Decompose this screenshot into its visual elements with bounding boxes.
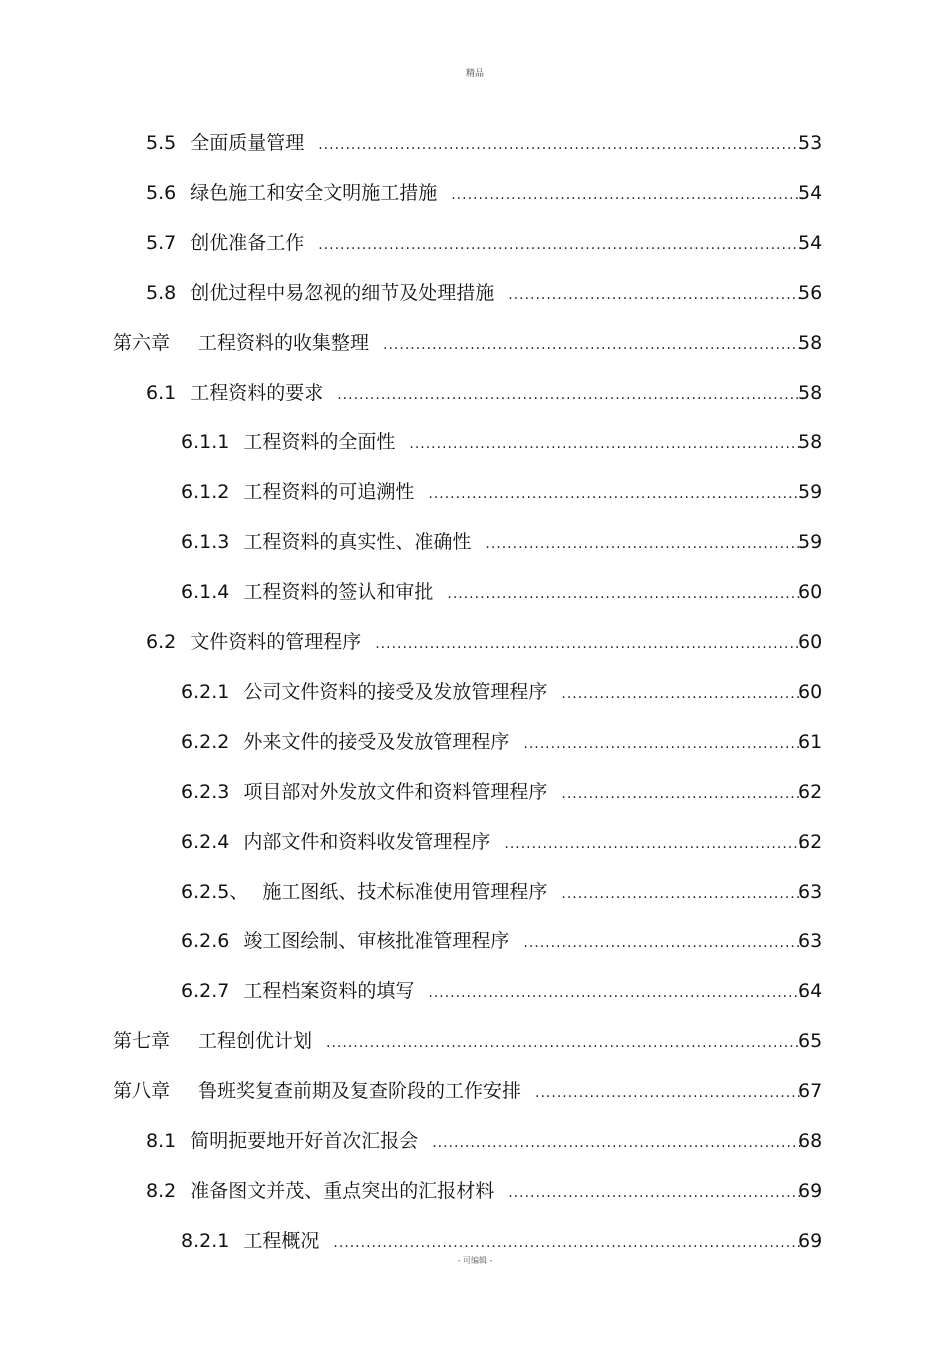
toc-dot-leader (318, 132, 804, 158)
toc-entry-page-number: 68 (798, 1130, 823, 1152)
toc-entry-title: 工程资料的收集整理 (198, 332, 370, 354)
toc-entry-title: 文件资料的管理程序 (190, 631, 362, 653)
toc-entry-title: 工程资料的要求 (190, 382, 324, 404)
toc-entry[interactable] (181, 729, 824, 755)
toc-entry-title: 准备图文并茂、重点突出的汇报材料 (190, 1180, 495, 1202)
toc-entry-title: 外来文件的接受及发放管理程序 (243, 731, 510, 753)
toc-entry-title: 施工图纸、技术标准使用管理程序 (262, 881, 548, 903)
toc-dot-leader (508, 282, 804, 308)
toc-entry-number: 8.1 (146, 1130, 177, 1152)
toc-dot-leader (333, 1230, 804, 1256)
toc-entry-number: 6.2.6 (181, 930, 230, 952)
toc-dot-leader (428, 980, 804, 1006)
toc-entry[interactable] (181, 879, 824, 905)
toc-dot-leader (504, 831, 804, 857)
toc-entry[interactable] (181, 429, 824, 455)
toc-entry-page-number: 54 (798, 232, 823, 254)
toc-entry-page-number: 65 (798, 1030, 823, 1052)
toc-dot-leader (523, 731, 804, 757)
toc-entry[interactable] (146, 629, 824, 655)
toc-entry-title: 内部文件和资料收发管理程序 (243, 831, 491, 853)
toc-entry-title: 工程资料的可追溯性 (243, 481, 415, 503)
toc-dot-leader (409, 431, 804, 457)
toc-entry-number: 6.2.7 (181, 980, 230, 1002)
page-footer: - 可编辑 - (457, 1256, 493, 1265)
toc-entry-title: 简明扼要地开好首次汇报会 (190, 1130, 419, 1152)
toc-entry-page-number: 58 (798, 431, 823, 453)
toc-entry[interactable] (146, 130, 824, 156)
toc-dot-leader (485, 531, 804, 557)
toc-entry-page-number: 63 (798, 930, 823, 952)
toc-entry-number: 8.2.1 (181, 1230, 230, 1252)
toc-entry-number: 6.2.2 (181, 731, 230, 753)
toc-dot-leader (318, 232, 804, 258)
toc-dot-leader (375, 631, 804, 657)
toc-entry-title: 工程创优计划 (198, 1030, 313, 1052)
toc-entry-number: 第八章 (113, 1080, 171, 1102)
toc-entry-page-number: 58 (798, 382, 823, 404)
toc-dot-leader (337, 382, 804, 408)
toc-entry-number: 6.2.1 (181, 681, 230, 703)
toc-entry-number: 5.8 (146, 282, 177, 304)
toc-entry-title: 鲁班奖复查前期及复查阶段的工作安排 (198, 1080, 522, 1102)
toc-entry-page-number: 60 (798, 631, 823, 653)
toc-entry-number: 6.2.4 (181, 831, 230, 853)
page-header: 精品 (465, 69, 484, 79)
toc-entry-page-number: 62 (798, 831, 823, 853)
toc-entry-number: 8.2 (146, 1180, 177, 1202)
toc-dot-leader (428, 481, 804, 507)
toc-entry-number: 6.2.3 (181, 781, 230, 803)
toc-entry-number: 5.5 (146, 132, 177, 154)
toc-entry[interactable] (181, 529, 824, 555)
toc-entry-title: 创优过程中易忽视的细节及处理措施 (190, 282, 495, 304)
toc-entry-title: 项目部对外发放文件和资料管理程序 (243, 781, 548, 803)
toc-entry-title: 创优准备工作 (190, 232, 305, 254)
toc-entry-page-number: 67 (798, 1080, 823, 1102)
toc-dot-leader (535, 1080, 804, 1106)
toc-entry-page-number: 64 (798, 980, 823, 1002)
toc-entry-number: 5.6 (146, 182, 177, 204)
toc-dot-leader (561, 881, 804, 907)
toc-entry[interactable] (146, 180, 824, 206)
toc-entry-title: 工程概况 (243, 1230, 320, 1252)
toc-entry-title: 工程资料的签认和审批 (243, 581, 434, 603)
toc-entry-number: 6.1.2 (181, 481, 230, 503)
toc-entry[interactable] (146, 1178, 824, 1204)
toc-entry[interactable] (181, 679, 824, 705)
toc-entry-page-number: 61 (798, 731, 823, 753)
toc-entry-page-number: 53 (798, 132, 823, 154)
toc-entry-page-number: 62 (798, 781, 823, 803)
toc-entry[interactable] (146, 230, 824, 256)
toc-entry-page-number: 69 (798, 1230, 823, 1252)
toc-entry-page-number: 59 (798, 531, 823, 553)
toc-entry[interactable] (181, 928, 824, 954)
toc-entry[interactable] (181, 829, 824, 855)
toc-entry-title: 公司文件资料的接受及发放管理程序 (243, 681, 548, 703)
toc-dot-leader (508, 1180, 804, 1206)
toc-entry-number: 第七章 (113, 1030, 171, 1052)
toc-entry-number: 5.7 (146, 232, 177, 254)
toc-entry-page-number: 69 (798, 1180, 823, 1202)
toc-dot-leader (432, 1130, 804, 1156)
toc-dot-leader (451, 182, 804, 208)
toc-entry-number: 第六章 (113, 332, 171, 354)
toc-entry[interactable] (181, 1228, 824, 1254)
toc-dot-leader (561, 781, 804, 807)
toc-entry-number: 6.1 (146, 382, 177, 404)
toc-entry-title: 工程档案资料的填写 (243, 980, 415, 1002)
toc-entry[interactable] (181, 978, 824, 1004)
toc-entry[interactable] (181, 779, 824, 805)
toc-dot-leader (523, 930, 804, 956)
toc-entry[interactable] (181, 579, 824, 605)
toc-entry-page-number: 59 (798, 481, 823, 503)
toc-entry[interactable] (146, 380, 824, 406)
toc-entry[interactable] (113, 1028, 824, 1054)
toc-entry[interactable] (146, 1128, 824, 1154)
toc-entry[interactable] (146, 280, 824, 306)
toc-entry-page-number: 54 (798, 182, 823, 204)
toc-entry-page-number: 58 (798, 332, 823, 354)
toc-dot-leader (447, 581, 804, 607)
toc-entry[interactable] (113, 1078, 824, 1104)
toc-entry-page-number: 56 (798, 282, 823, 304)
toc-entry-page-number: 60 (798, 681, 823, 703)
toc-entry-number: 6.1.3 (181, 531, 230, 553)
toc-entry-page-number: 63 (798, 881, 823, 903)
toc-entry-number: 6.1.4 (181, 581, 230, 603)
toc-entry[interactable] (181, 479, 824, 505)
toc-entry-title: 工程资料的全面性 (243, 431, 396, 453)
toc-entry-number: 6.2.5、 (181, 881, 249, 903)
toc-entry-title: 绿色施工和安全文明施工措施 (190, 182, 438, 204)
toc-entry-title: 竣工图绘制、审核批准管理程序 (243, 930, 510, 952)
toc-entry-title: 工程资料的真实性、准确性 (243, 531, 472, 553)
toc-dot-leader (383, 332, 804, 358)
toc-entry-number: 6.1.1 (181, 431, 230, 453)
toc-entry-title: 全面质量管理 (190, 132, 305, 154)
toc-entry[interactable] (113, 330, 824, 356)
toc-dot-leader (326, 1030, 804, 1056)
toc-dot-leader (561, 681, 804, 707)
toc-entry-number: 6.2 (146, 631, 177, 653)
toc-entry-page-number: 60 (798, 581, 823, 603)
